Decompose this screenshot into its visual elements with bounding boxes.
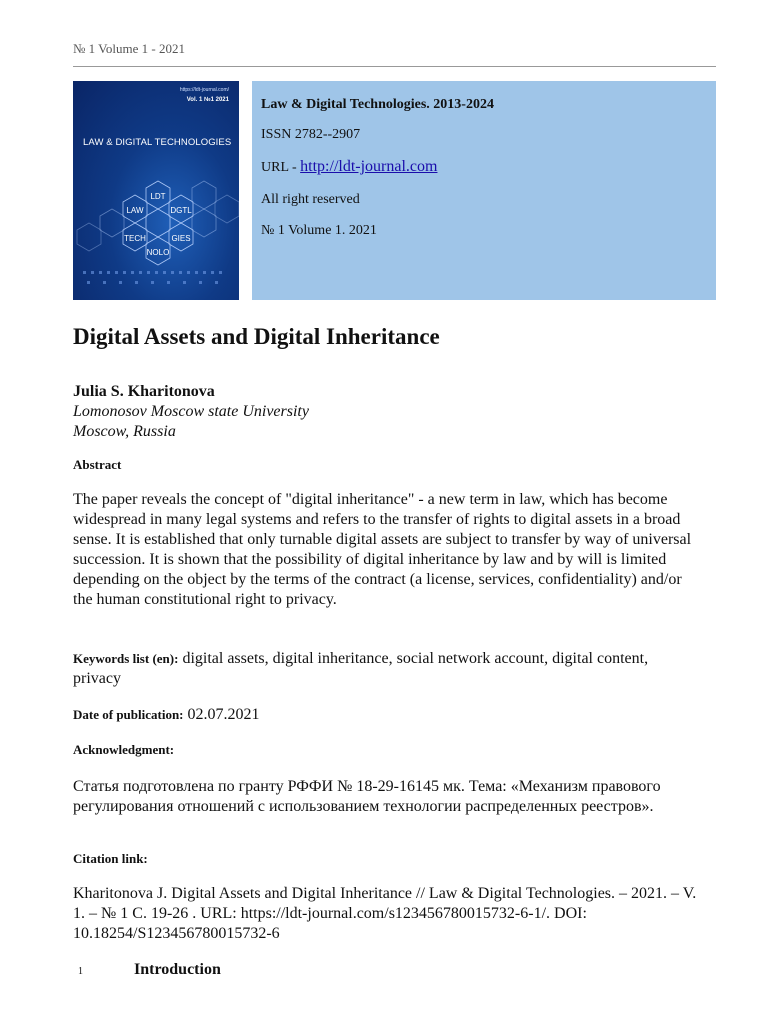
publication-date-label: Date of publication:: [73, 707, 184, 722]
journal-url-link[interactable]: http://ldt-journal.com: [300, 158, 438, 175]
abstract-heading: Abstract: [73, 457, 122, 472]
section-heading-introduction: Introduction: [134, 961, 221, 978]
author-name: Julia S. Kharitonova: [73, 383, 215, 400]
journal-name: Law & Digital Technologies. 2013-2024: [261, 97, 494, 112]
journal-rights: All right reserved: [261, 192, 360, 207]
journal-issn: ISSN 2782--2907: [261, 127, 361, 142]
cover-hex-ldt: LDT: [150, 192, 166, 201]
header-rule: [73, 66, 716, 67]
cover-title: LAW & DIGITAL TECHNOLOGIES: [83, 137, 232, 148]
cover-url: https://ldt-journal.com/: [179, 87, 229, 93]
running-head: № 1 Volume 1 - 2021: [73, 41, 185, 56]
cover-hex-dgtl: DGTL: [170, 206, 192, 215]
journal-info-box: [252, 81, 716, 300]
journal-url-label: URL -: [261, 160, 301, 175]
section-number: 1: [78, 966, 83, 977]
keywords-label: Keywords list (en):: [73, 651, 179, 666]
keywords-text: digital assets, digital inheritance, social network account, digital content, privacy: [73, 650, 649, 687]
keywords: [73, 649, 698, 689]
article-title: Digital Assets and Digital Inheritance: [73, 324, 440, 349]
cover-hex-gies: GIES: [171, 234, 191, 243]
cover-hex-law: LAW: [126, 206, 144, 215]
citation-heading: Citation link:: [73, 851, 148, 866]
publication-date-value: 02.07.2021: [183, 706, 260, 723]
acknowledgment-text: Статья подготовлена по гранту РФФИ № 18-29-16145 мк. Тема: «Механизм правового регулирования отношений с использованием технологии распределенных реестров».: [73, 778, 661, 815]
cover-hex-tech: TECH: [124, 234, 146, 243]
cover-hex-nolo: NOLO: [146, 248, 170, 257]
journal-url-line: [261, 158, 437, 176]
author-affiliation: Lomonosov Moscow state University: [73, 403, 309, 420]
author-city: Moscow, Russia: [73, 423, 176, 440]
acknowledgment-heading: Acknowledgment:: [73, 742, 175, 757]
cover-hex-graphic: [73, 81, 239, 300]
citation-text: Kharitonova J. Digital Assets and Digital Inheritance // Law & Digital Technologies. – 2021. – V. 1. – № 1 С. 19-26 . URL: https://ldt-journal.com/s123456780015732-6-1/. DOI: 10.18254/S123456780015732-6: [73, 885, 697, 942]
journal-issue: № 1 Volume 1. 2021: [261, 223, 377, 238]
publication-date: [73, 706, 260, 724]
cover-volume: Vol. 1 №1 2021: [186, 97, 229, 103]
abstract-text: The paper reveals the concept of "digital inheritance" - a new term in law, which has become widespread in many legal systems and refers to the transfer of rights to digital assets in a broad sense. It is established that only turnable digital assets are subject to transfer by way of universal succession. It is shown that the possibility of digital inheritance by law and by will is limited depending on the object by the terms of the contract (a license, services, confidentiality) and/or the human constitutional right to privacy.: [73, 491, 692, 608]
journal-cover-image: [73, 81, 239, 300]
